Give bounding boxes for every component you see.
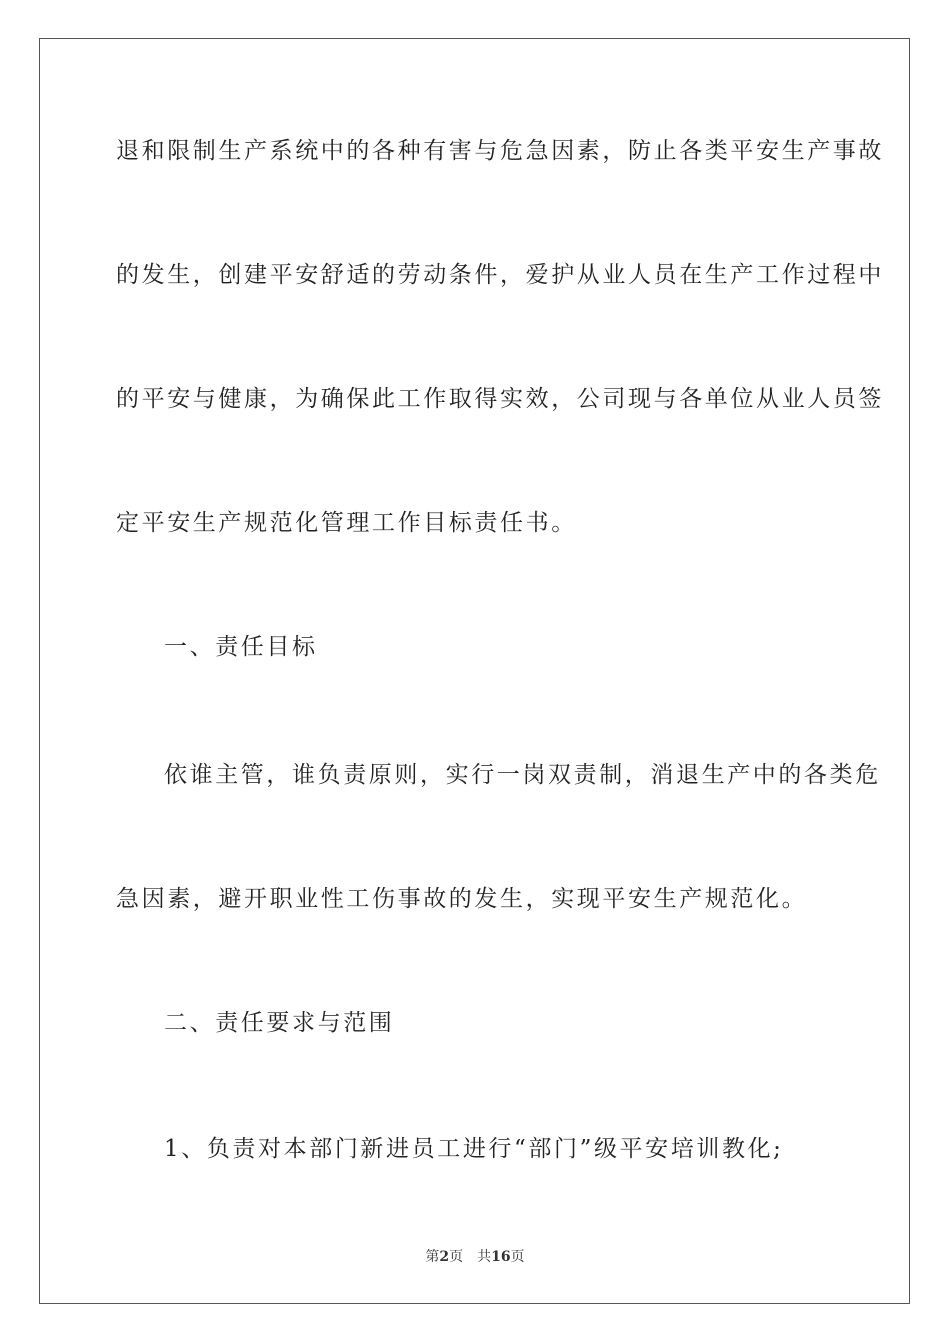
list-item: 1、负责对本部门新进员工进行“部门”级平安培训教化; xyxy=(164,1136,784,1162)
total-suffix: 页 xyxy=(510,1249,525,1265)
page-suffix: 页 xyxy=(449,1249,464,1265)
paragraph-line: 的平安与健康，为确保此工作取得实效，公司现与各单位从业人员签 xyxy=(116,386,884,412)
paragraph-line: 急因素，避开职业性工伤事故的发生，实现平安生产规范化。 xyxy=(116,886,808,912)
page-current: 2 xyxy=(439,1249,450,1265)
paragraph-line: 定平安生产规范化管理工作目标责任书。 xyxy=(116,510,577,536)
page-total: 16 xyxy=(491,1249,511,1265)
total-prefix: 共 xyxy=(477,1249,492,1265)
section-heading: 二、责任要求与范围 xyxy=(164,1010,395,1036)
page-prefix: 第 xyxy=(425,1249,440,1265)
paragraph-line: 退和限制生产系统中的各种有害与危急因素，防止各类平安生产事故 xyxy=(116,138,884,164)
section-heading: 一、责任目标 xyxy=(164,634,318,660)
page-footer xyxy=(0,1246,950,1266)
paragraph-line: 的发生，创建平安舒适的劳动条件，爱护从业人员在生产工作过程中 xyxy=(116,262,884,288)
page-frame xyxy=(39,38,910,1304)
paragraph-line: 依谁主管，谁负责原则，实行一岗双责制，消退生产中的各类危 xyxy=(164,762,881,788)
